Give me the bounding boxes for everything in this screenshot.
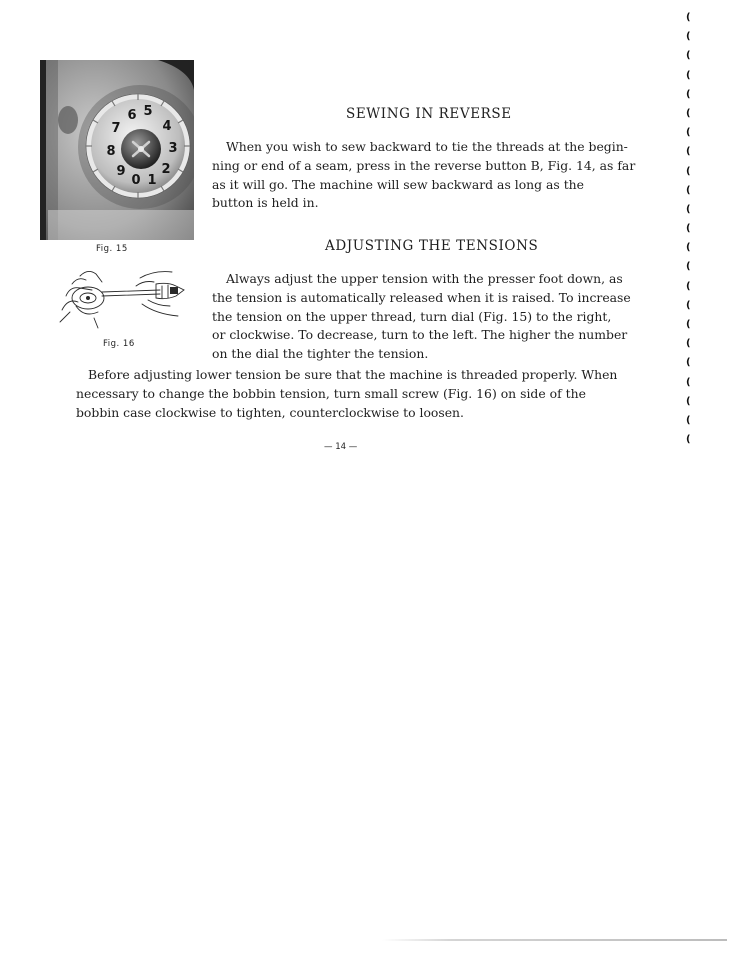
- binding-mark: (: [686, 203, 691, 215]
- dial-number: 2: [161, 162, 171, 177]
- figure-16-caption: Fig. 16: [103, 339, 135, 349]
- binding-mark: (: [686, 31, 691, 43]
- binding-mark: (: [686, 242, 691, 254]
- text-line: ning or end of a seam, press in the reverse button B, Fig. 14, as far: [212, 157, 636, 173]
- figure-15-photo: [40, 60, 194, 240]
- text-line: the tension on the upper thread, turn dial (Fig. 15) to the right,: [212, 308, 612, 324]
- binding-mark: (: [686, 69, 691, 81]
- text-line: When you wish to sew backward to tie the threads at the begin-: [226, 139, 628, 154]
- dial-number: 1: [147, 173, 157, 188]
- binding-mark: (: [686, 280, 691, 292]
- text-line: the tension is automatically released when it is raised. To increase: [212, 289, 631, 305]
- binding-mark: (: [686, 434, 691, 446]
- binding-mark: (: [686, 50, 691, 62]
- binding-mark: (: [686, 223, 691, 235]
- tensions-lower-paragraph: [76, 366, 642, 422]
- binding-mark: (: [686, 12, 691, 23]
- text-line: Before adjusting lower tension be sure that the machine is threaded properly. When: [88, 367, 618, 382]
- dial-number: 5: [143, 104, 153, 119]
- figure-15-caption: Fig. 15: [96, 244, 128, 254]
- text-line: bobbin case clockwise to tighten, counterclockwise to loosen.: [76, 404, 464, 420]
- dial-number: 0: [131, 173, 141, 188]
- binding-mark: (: [686, 184, 691, 196]
- binding-mark: (: [686, 414, 691, 426]
- binding-mark: (: [686, 395, 691, 407]
- text-line: Always adjust the upper tension with the presser foot down, as: [226, 271, 623, 286]
- binding-mark: (: [686, 319, 691, 330]
- binding-mark: (: [686, 165, 691, 177]
- section-heading-reverse: SEWING IN REVERSE: [346, 106, 512, 122]
- bobbin-screw-illustration: [58, 266, 190, 334]
- binding-mark: (: [686, 146, 691, 158]
- section-heading-tensions: ADJUSTING THE TENSIONS: [325, 238, 539, 254]
- text-line: as it will go. The machine will sew backward as long as the: [212, 176, 584, 192]
- bottom-scan-edge: [382, 939, 727, 941]
- binding-mark: (: [686, 299, 691, 311]
- reverse-paragraph: [212, 138, 642, 213]
- page-number: — 14 —: [324, 442, 358, 452]
- margin-binding-marks: [686, 8, 700, 449]
- text-line: button is held in.: [212, 195, 319, 211]
- dial-number: 7: [111, 121, 121, 136]
- dial-number: 8: [106, 144, 116, 159]
- tension-dial-image: [40, 60, 194, 240]
- figure-16-drawing: [58, 266, 190, 334]
- text-line: on the dial the tighter the tension.: [212, 346, 429, 362]
- binding-mark: (: [686, 88, 691, 100]
- dial-number: 3: [168, 141, 178, 156]
- tensions-upper-paragraph: [212, 270, 642, 364]
- binding-mark: (: [686, 376, 691, 388]
- text-line: necessary to change the bobbin tension, turn small screw (Fig. 16) on side of the: [76, 385, 586, 401]
- dial-number: 9: [116, 164, 126, 179]
- binding-mark: (: [686, 357, 691, 369]
- binding-mark: (: [686, 107, 691, 119]
- binding-mark: (: [686, 338, 691, 350]
- dial-number: 4: [162, 119, 172, 134]
- binding-mark: (: [686, 127, 691, 139]
- dial-number: 6: [127, 108, 137, 123]
- binding-mark: (: [686, 261, 691, 273]
- text-line: or clockwise. To decrease, turn to the left. The higher the number: [212, 327, 628, 343]
